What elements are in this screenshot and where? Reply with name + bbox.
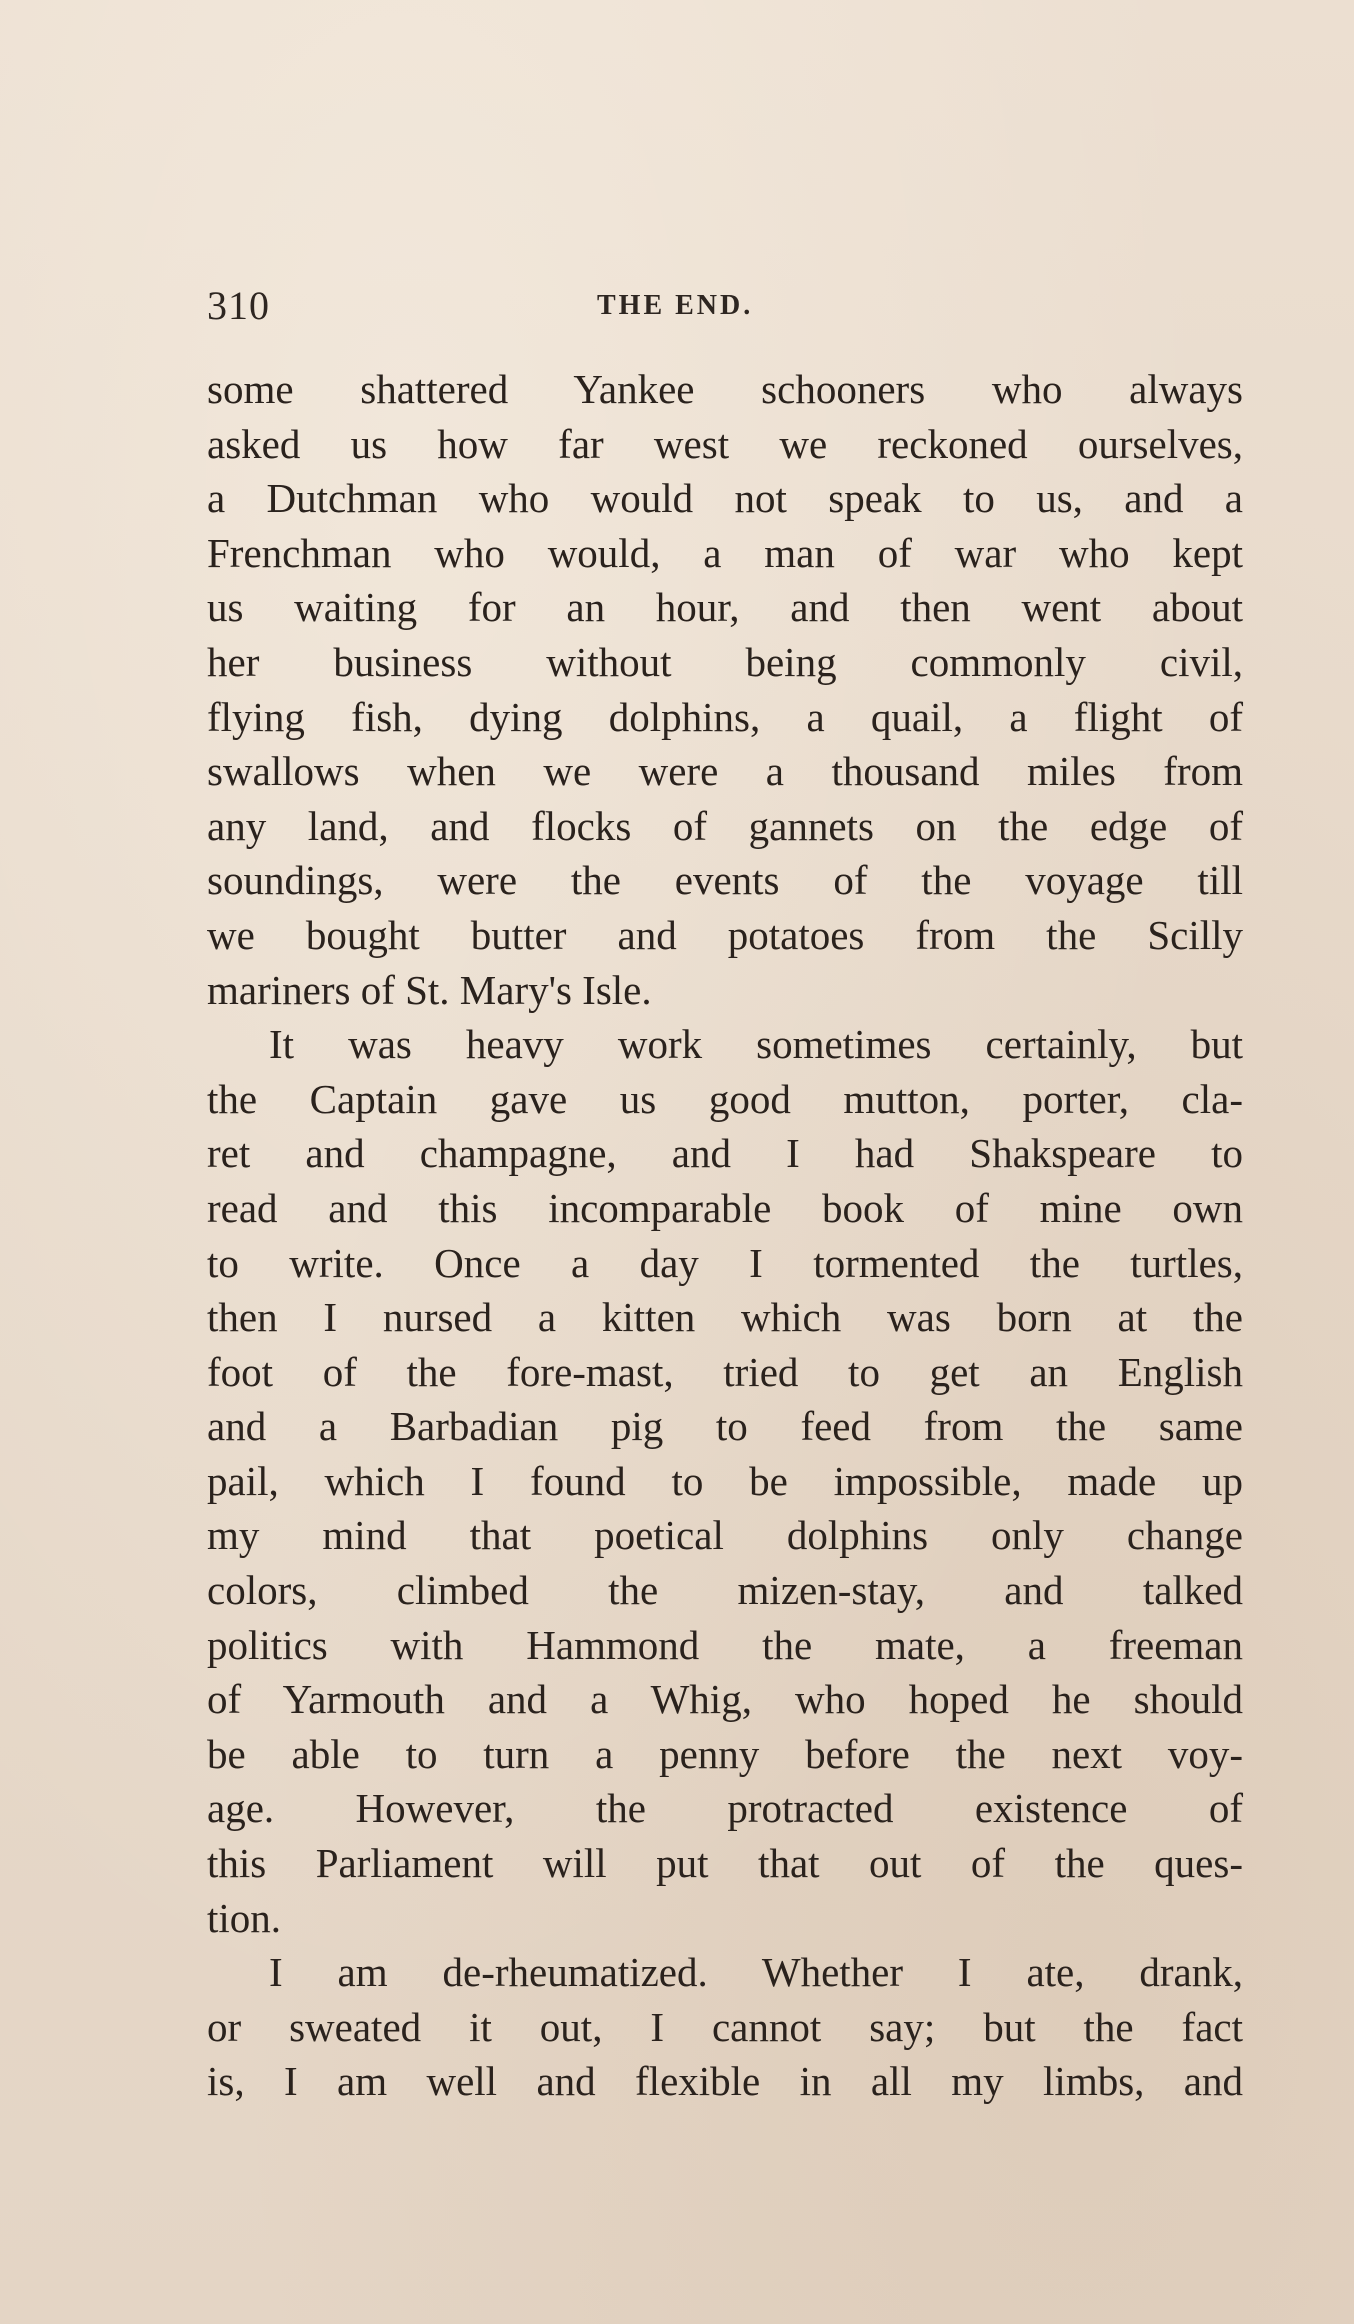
text-line: be able to turn a penny before the next voy- xyxy=(207,1730,1243,1777)
text-line: us waiting for an hour, and then went about xyxy=(207,584,1243,631)
text-line: my mind that poetical dolphins only change xyxy=(207,1512,1243,1559)
running-head xyxy=(207,282,1243,332)
paragraph-first-line: I am de-rheumatized. Whether I ate, drank, xyxy=(269,1949,1243,1996)
text-line: to write. Once a day I tormented the turtles, xyxy=(207,1239,1243,1286)
text-line: this Parliament will put that out of the ques- xyxy=(207,1840,1243,1887)
text-line: read and this incomparable book of mine own xyxy=(207,1184,1243,1231)
text-line: of Yarmouth and a Whig, who hoped he should xyxy=(207,1676,1243,1723)
text-line: and a Barbadian pig to feed from the same xyxy=(207,1403,1243,1450)
text-line: colors, climbed the mizen-stay, and talked xyxy=(207,1567,1243,1614)
text-line: her business without being commonly civil, xyxy=(207,638,1243,685)
body-text xyxy=(207,362,1243,2109)
text-line: then I nursed a kitten which was born at the xyxy=(207,1294,1243,1341)
text-line: pail, which I found to be impossible, made up xyxy=(207,1457,1243,1504)
text-line: or sweated it out, I cannot say; but the fact xyxy=(207,2003,1243,2050)
text-line: swallows when we were a thousand miles from xyxy=(207,748,1243,795)
text-line: mariners of St. Mary's Isle. xyxy=(207,966,652,1013)
text-line: any land, and flocks of gannets on the edge of xyxy=(207,802,1243,849)
text-line: some shattered Yankee schooners who always xyxy=(207,366,1243,412)
text-line: a Dutchman who would not speak to us, and a xyxy=(207,475,1243,522)
paragraph-first-line: It was heavy work sometimes certainly, but xyxy=(269,1021,1243,1068)
text-line: ret and champagne, and I had Shakspeare to xyxy=(207,1130,1243,1177)
text-line: we bought butter and potatoes from the Scilly xyxy=(207,911,1243,958)
text-line: the Captain gave us good mutton, porter, cla- xyxy=(207,1075,1243,1122)
running-title: THE END. xyxy=(597,290,754,321)
text-line: tion. xyxy=(207,1894,282,1941)
text-line: soundings, were the events of the voyage till xyxy=(207,857,1243,904)
text-line: is, I am well and flexible in all my limbs, and xyxy=(207,2058,1243,2105)
text-line: asked us how far west we reckoned ourselves, xyxy=(207,420,1243,467)
text-line: Frenchman who would, a man of war who kept xyxy=(207,529,1243,576)
page-number: 310 xyxy=(207,283,270,328)
text-line: foot of the fore-mast, tried to get an English xyxy=(207,1348,1243,1395)
text-line: age. However, the protracted existence of xyxy=(207,1785,1243,1832)
text-line: politics with Hammond the mate, a freeman xyxy=(207,1621,1243,1668)
text-line: flying fish, dying dolphins, a quail, a flight of xyxy=(207,693,1243,740)
